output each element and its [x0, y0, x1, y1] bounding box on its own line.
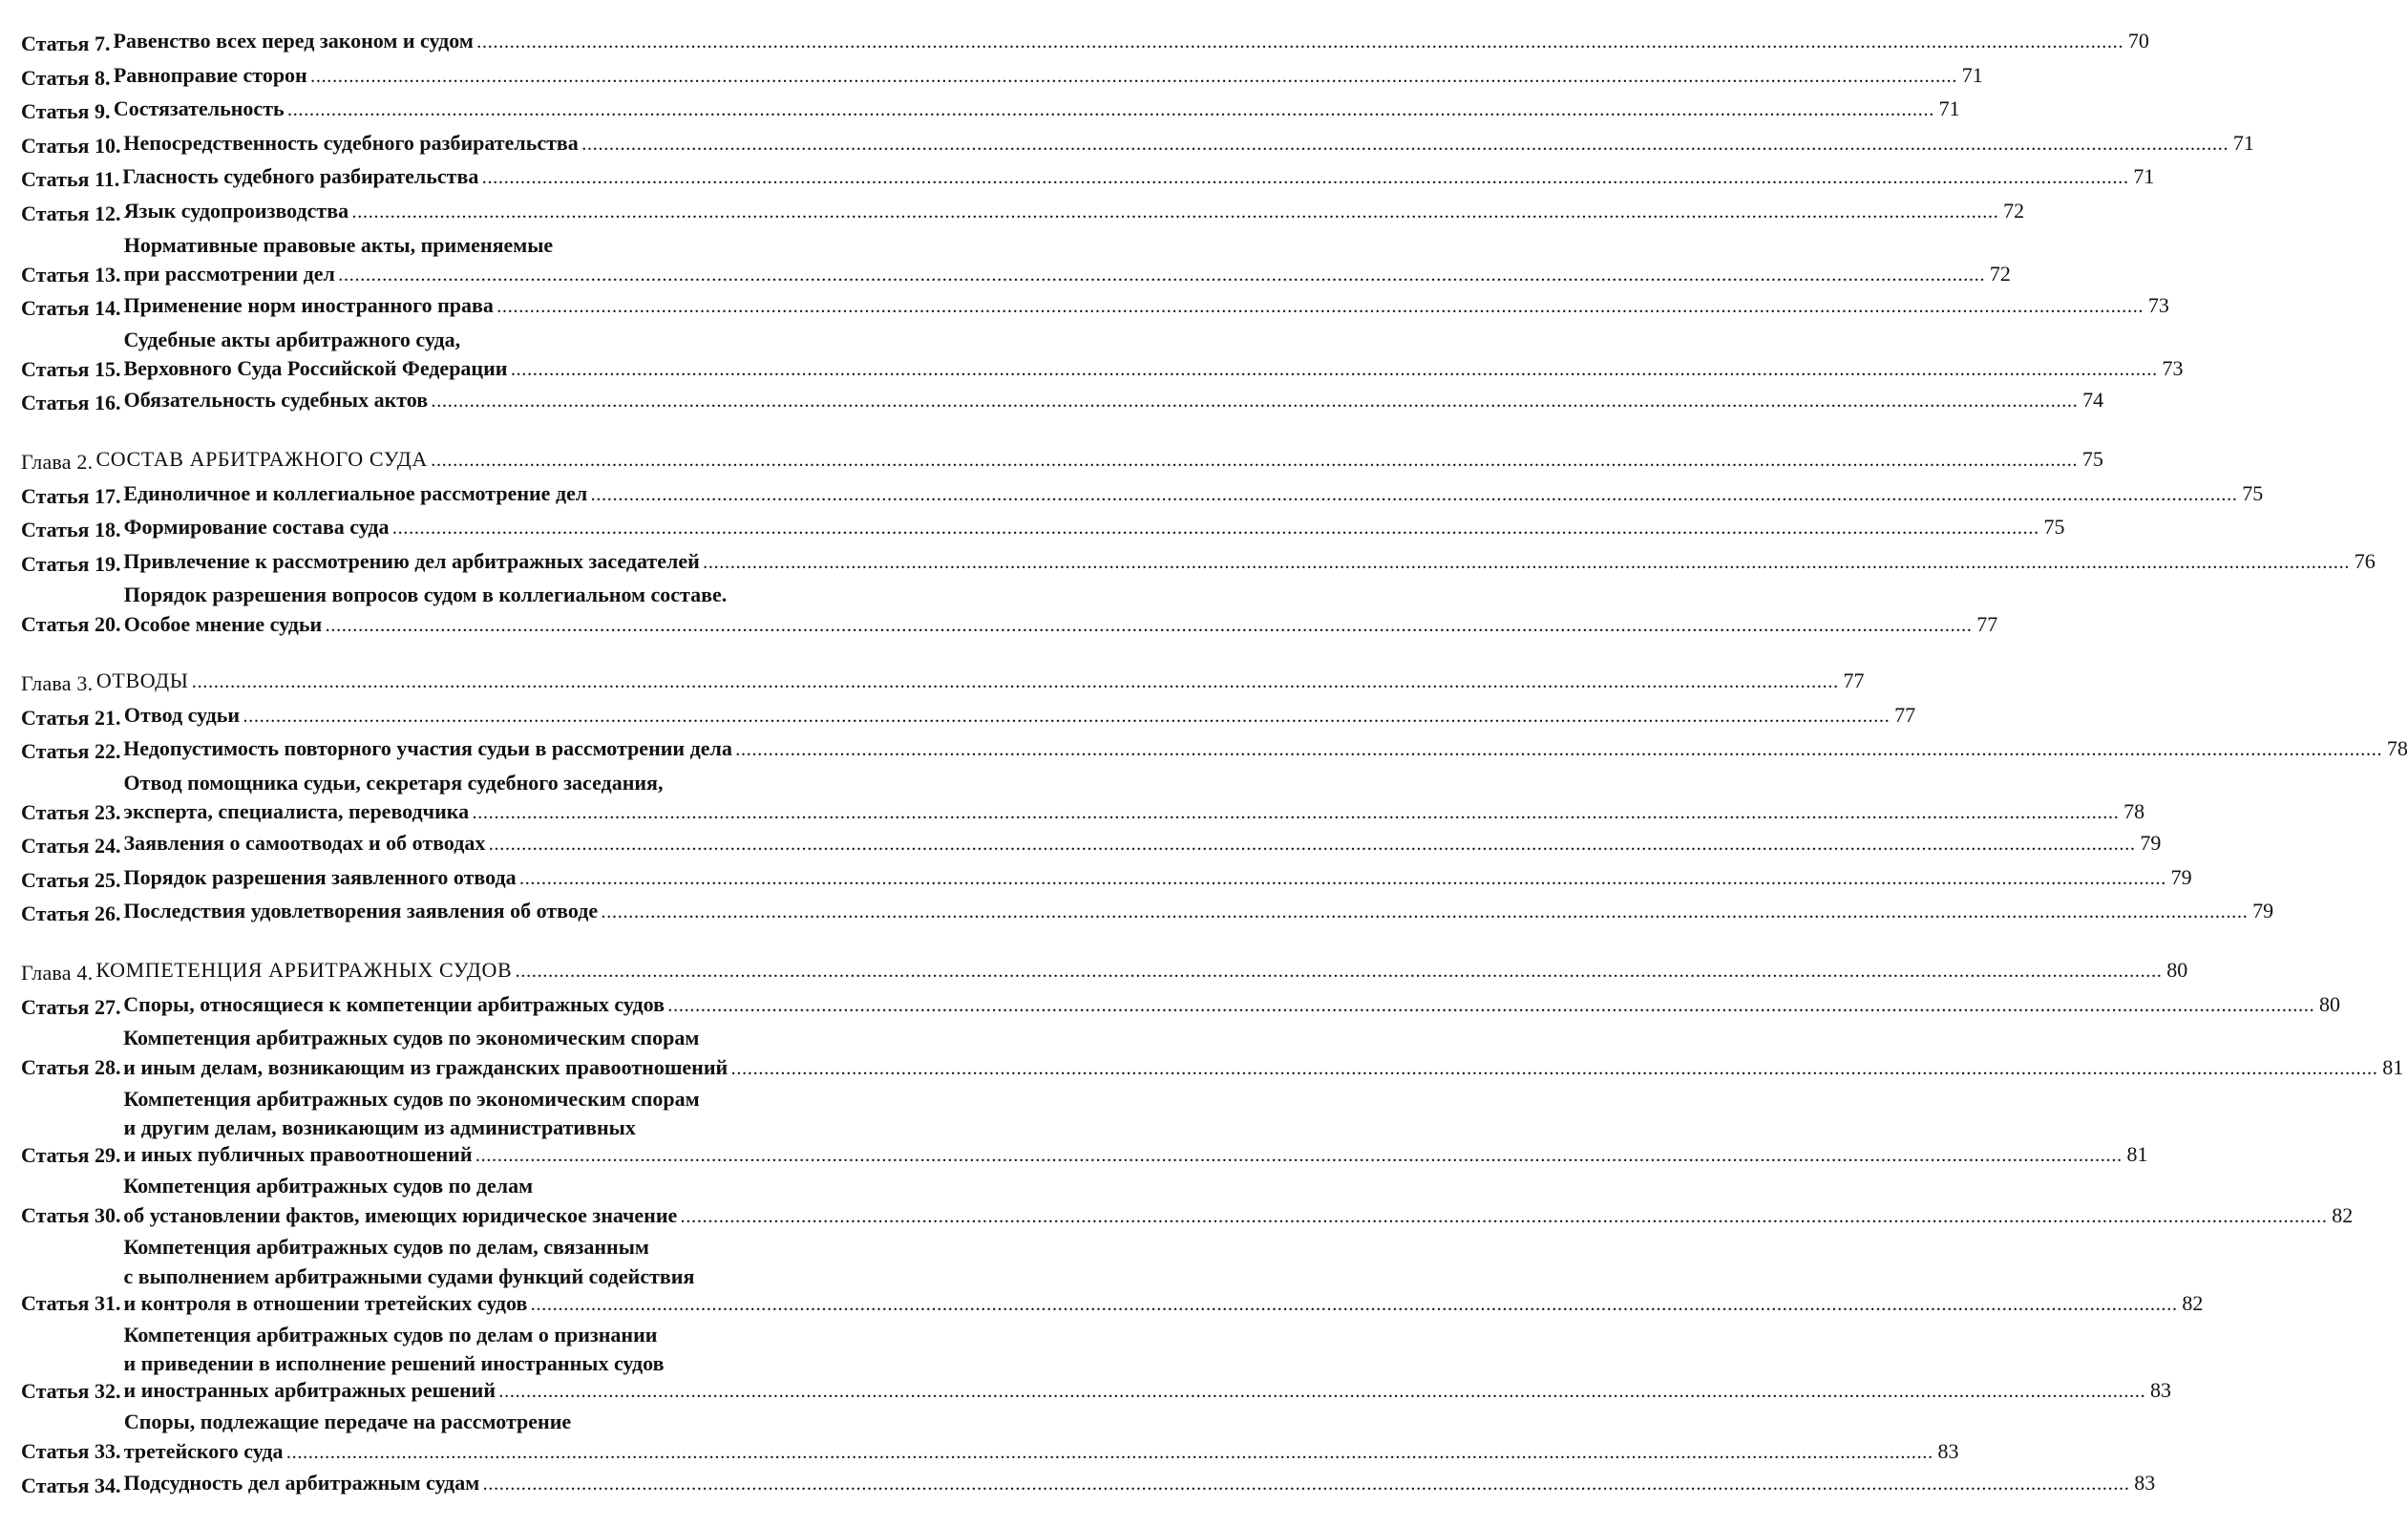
- dot-leader: ............................................................................................................................................................................................................................................................................................................: [352, 205, 2000, 222]
- article-number: Статья 19.: [21, 551, 121, 576]
- dot-leader: ............................................................................................................................................................................................................................................................................................................: [287, 104, 1935, 120]
- entry-title-block: [123, 1232, 2204, 1320]
- article-number: Статья 11.: [21, 167, 120, 192]
- article-title: и иным делам, возникающим из гражданских правоотношений: [123, 1054, 729, 1079]
- dot-leader: ............................................................................................................................................................................................................................................................................................................: [735, 744, 2383, 760]
- page-number: 76: [2354, 548, 2376, 573]
- entry-title-line: [123, 261, 2011, 290]
- article-title: Споры, подлежащие передаче на рассмотрение: [123, 1410, 572, 1434]
- article-title: Заявления о самоотводах и об отводах: [123, 831, 486, 856]
- toc-article-entry: [21, 512, 2065, 546]
- article-title: и приведении в исполнение решений иностранных судов: [123, 1351, 665, 1376]
- entry-title-line: [123, 1377, 2172, 1407]
- page-number: 72: [2003, 198, 2025, 223]
- dot-leader: ............................................................................................................................................................................................................................................................................................................: [511, 364, 2159, 380]
- article-title: Язык судопроизводства: [123, 198, 349, 223]
- entry-title-block: [113, 94, 1960, 128]
- toc-article-entry: [21, 196, 2025, 230]
- chapter-number: Глава 4.: [21, 961, 94, 986]
- article-title: Равноправие сторон: [113, 62, 307, 87]
- article-number: Статья 13.: [21, 262, 121, 286]
- article-title: и другим делам, возникающим из административных: [123, 1115, 636, 1140]
- entry-title-block: [95, 666, 1865, 700]
- article-number: Статья 24.: [21, 834, 121, 859]
- article-number: Статья 34.: [21, 1473, 121, 1497]
- article-number: Статья 7.: [21, 32, 111, 55]
- page-number: 79: [2140, 831, 2162, 856]
- article-number: Статья 20.: [21, 612, 121, 637]
- dot-leader: ............................................................................................................................................................................................................................................................................................................: [243, 710, 1891, 726]
- entry-title-line: [123, 828, 2162, 862]
- page-number: 73: [2162, 356, 2184, 381]
- article-number: Статья 28.: [21, 1055, 121, 1080]
- article-title: и контроля в отношении третейских судов: [123, 1290, 528, 1315]
- page-number: 77: [1894, 702, 1916, 727]
- toc-article-entry: [21, 1084, 2148, 1172]
- toc-article-entry: [21, 768, 2145, 829]
- entry-title-block: [123, 862, 2192, 897]
- entry-title-line: [123, 989, 2340, 1024]
- toc-article-entry: [21, 896, 2274, 930]
- dot-leader: ............................................................................................................................................................................................................................................................................................................: [703, 556, 2351, 572]
- dot-leader: ............................................................................................................................................................................................................................................................................................................: [591, 488, 2239, 504]
- entry-title-block: [95, 444, 2103, 478]
- dot-leader: ............................................................................................................................................................................................................................................................................................................: [489, 838, 2137, 855]
- article-number: Статья 15.: [21, 356, 121, 381]
- page-number: 77: [1976, 611, 1998, 636]
- entry-title-block: [123, 896, 2274, 930]
- entry-title-block: [123, 733, 2408, 768]
- page-number: 78: [2386, 736, 2408, 761]
- dot-leader: ............................................................................................................................................................................................................................................................................................................: [326, 619, 1974, 635]
- article-title: Порядок разрешения заявленного отвода: [123, 864, 517, 889]
- entry-title-block: [123, 768, 2145, 829]
- entry-title-line: [124, 1407, 899, 1438]
- chapter-title: ОТВОДЫ: [95, 668, 189, 692]
- dot-leader: ............................................................................................................................................................................................................................................................................................................: [516, 965, 2164, 982]
- entry-title-block: [123, 580, 1998, 641]
- article-number: Статья 26.: [21, 901, 121, 926]
- entry-title-line: [122, 161, 2155, 196]
- entry-title-line: [123, 862, 2192, 897]
- dot-leader: ............................................................................................................................................................................................................................................................................................................: [496, 301, 2144, 317]
- entry-title-line: [123, 700, 1916, 734]
- article-number: Статья 31.: [21, 1291, 121, 1316]
- dot-leader: ............................................................................................................................................................................................................................................................................................................: [482, 172, 2130, 188]
- toc-article-entry: [21, 989, 2340, 1024]
- toc-article-entry: [21, 94, 1960, 128]
- dot-leader: ............................................................................................................................................................................................................................................................................................................: [392, 522, 2040, 539]
- article-number: Статья 14.: [21, 296, 121, 321]
- entry-title-line: [123, 611, 1998, 641]
- entry-title-line: [123, 385, 2104, 419]
- dot-leader: ............................................................................................................................................................................................................................................................................................................: [310, 70, 1958, 86]
- article-number: Статья 30.: [21, 1203, 121, 1228]
- toc-article-entry: [21, 290, 2169, 325]
- entry-title-line: [123, 290, 2169, 325]
- entry-title-line: [123, 128, 2254, 162]
- article-title: Особое мнение судьи: [123, 611, 323, 636]
- article-title: Равенство всех перед законом и судом: [113, 29, 474, 53]
- article-title: Споры, относящиеся к компетенции арбитражных судов: [123, 991, 665, 1016]
- dot-leader: ............................................................................................................................................................................................................................................................................................................: [476, 36, 2124, 52]
- entry-title-line: [123, 325, 899, 356]
- chapter-title: СОСТАВ АРБИТРАЖНОГО СУДА: [95, 446, 428, 471]
- page-number: 81: [2126, 1142, 2148, 1167]
- article-title: об установлении фактов, имеющих юридическое значение: [123, 1203, 678, 1228]
- dot-leader: ............................................................................................................................................................................................................................................................................................................: [667, 999, 2315, 1015]
- dot-leader: ............................................................................................................................................................................................................................................................................................................: [473, 807, 2121, 823]
- chapter-number: Глава 3.: [21, 670, 94, 695]
- toc-article-entry: [21, 385, 2104, 419]
- article-number: Статья 16.: [21, 391, 121, 415]
- entry-title-line: [124, 580, 899, 611]
- entry-title-line: [123, 1438, 1959, 1468]
- dot-leader: ............................................................................................................................................................................................................................................................................................................: [602, 906, 2250, 923]
- page-number: 80: [2166, 958, 2188, 983]
- entry-title-block: [122, 161, 2155, 196]
- entry-title-line: [123, 196, 2025, 230]
- dot-leader: ............................................................................................................................................................................................................................................................................................................: [338, 269, 1986, 286]
- article-title: и иных публичных правоотношений: [123, 1142, 473, 1167]
- article-title: Отвод помощника судьи, секретаря судебного заседания,: [123, 770, 664, 795]
- entry-title-line: [95, 444, 2103, 478]
- page-number: 83: [2150, 1378, 2172, 1403]
- entry-title-block: [123, 385, 2104, 419]
- toc-article-entry: [21, 546, 2376, 581]
- entry-title-line: [123, 1320, 899, 1351]
- page-number: 72: [1989, 262, 2011, 286]
- table-of-contents: [0, 26, 2408, 1501]
- entry-title-block: [95, 955, 2188, 989]
- dot-leader: ............................................................................................................................................................................................................................................................................................................: [519, 872, 2167, 888]
- entry-title-line: [113, 26, 2149, 60]
- article-title: Недопустимость повторного участия судьи в рассмотрении дела: [123, 736, 732, 761]
- entry-title-line: [95, 955, 2188, 989]
- article-number: Статья 10.: [21, 133, 121, 158]
- entry-title-line: [123, 1023, 899, 1054]
- dot-leader: ............................................................................................................................................................................................................................................................................................................: [431, 454, 2079, 470]
- entry-title-line: [124, 768, 899, 799]
- page-number: 75: [2081, 446, 2103, 471]
- toc-article-entry: [21, 1468, 2156, 1502]
- page-number: 71: [2232, 130, 2254, 155]
- chapter-number: Глава 2.: [21, 449, 94, 474]
- dot-leader: ............................................................................................................................................................................................................................................................................................................: [432, 395, 2080, 412]
- entry-title-line: [123, 512, 2065, 546]
- entry-title-line: [123, 1054, 2404, 1084]
- article-title: с выполнением арбитражными судами функций содействия: [123, 1263, 695, 1288]
- entry-title-line: [123, 1141, 2148, 1171]
- entry-title-block: [123, 290, 2169, 325]
- toc-article-entry: [21, 128, 2254, 162]
- article-title: Компетенция арбитражных судов по экономическим спорам: [123, 1026, 700, 1050]
- entry-title-block: [113, 60, 1983, 95]
- entry-title-line: [123, 1350, 899, 1377]
- page-number: 83: [1937, 1438, 1959, 1463]
- toc-article-entry: [21, 862, 2192, 897]
- entry-title-line: [123, 546, 2376, 581]
- entry-title-line: [123, 896, 2274, 930]
- page-number: 82: [2332, 1203, 2354, 1228]
- toc-article-entry: [21, 1023, 2404, 1084]
- toc-article-entry: [21, 1320, 2172, 1408]
- toc-chapter-entry: [21, 955, 2188, 989]
- page-number: 78: [2123, 799, 2145, 824]
- dot-leader: ............................................................................................................................................................................................................................................................................................................: [499, 1386, 2147, 1402]
- chapter-title: КОМПЕТЕНЦИЯ АРБИТРАЖНЫХ СУДОВ: [95, 958, 513, 983]
- article-number: Статья 17.: [21, 483, 121, 508]
- article-title: Нормативные правовые акты, применяемые: [123, 232, 554, 257]
- entry-title-block: [123, 546, 2376, 581]
- entry-title-block: [123, 196, 2025, 230]
- toc-article-entry: [21, 580, 1998, 641]
- entry-title-block: [123, 1023, 2404, 1084]
- article-title: Последствия удовлетворения заявления об отводе: [123, 899, 599, 923]
- article-number: Статья 29.: [21, 1142, 121, 1167]
- article-title: Применение норм иностранного права: [123, 293, 494, 318]
- article-title: и иностранных арбитражных решений: [123, 1378, 496, 1403]
- entry-title-block: [123, 478, 2264, 513]
- toc-chapter-entry: [21, 666, 1865, 700]
- page-number: 71: [1938, 96, 1960, 121]
- dot-leader: ............................................................................................................................................................................................................................................................................................................: [475, 1150, 2123, 1166]
- article-title: Формирование состава суда: [123, 515, 390, 540]
- toc-article-entry: [21, 1232, 2204, 1320]
- entry-title-line: [95, 666, 1865, 700]
- article-number: Статья 9.: [21, 99, 111, 124]
- article-title: Состязательность: [113, 96, 285, 121]
- article-title: при рассмотрении дел: [123, 262, 335, 286]
- entry-title-line: [124, 1114, 899, 1141]
- article-title: Компетенция арбитражных судов по делам, связанным: [123, 1235, 649, 1260]
- toc-article-entry: [21, 733, 2408, 768]
- page-number: 74: [2082, 388, 2104, 413]
- toc-article-entry: [21, 700, 1916, 734]
- page-number: 70: [2127, 29, 2149, 53]
- entry-title-block: [123, 700, 1916, 734]
- article-number: Статья 23.: [21, 799, 121, 824]
- entry-title-line: [123, 1263, 899, 1290]
- toc-article-entry: [21, 60, 1983, 95]
- page-number: 79: [2170, 864, 2192, 889]
- dot-leader: ............................................................................................................................................................................................................................................................................................................: [192, 675, 1840, 691]
- entry-title-line: [123, 1232, 899, 1263]
- article-title: Отвод судьи: [123, 702, 241, 727]
- article-title: Гласность судебного разбирательства: [122, 164, 479, 189]
- article-title: третейского суда: [123, 1438, 284, 1463]
- article-title: Подсудность дел арбитражным судам: [123, 1470, 480, 1495]
- page-number: 77: [1843, 668, 1865, 692]
- dot-leader: ............................................................................................................................................................................................................................................................................................................: [286, 1446, 1934, 1462]
- entry-title-line: [123, 478, 2264, 513]
- entry-title-block: [123, 1084, 2148, 1172]
- page-number: 82: [2182, 1290, 2204, 1315]
- article-number: Статья 8.: [21, 65, 111, 90]
- entry-title-line: [123, 1290, 2204, 1320]
- entry-title-block: [123, 1407, 1959, 1468]
- entry-title-line: [113, 60, 1983, 95]
- entry-title-line: [123, 733, 2408, 768]
- entry-title-line: [124, 230, 899, 262]
- article-title: Обязательность судебных актов: [123, 388, 429, 413]
- article-number: Статья 21.: [21, 705, 121, 730]
- article-title: Компетенция арбитражных судов по экономическим спорам: [123, 1086, 700, 1111]
- article-title: Порядок разрешения вопросов судом в коллегиальном составе.: [123, 583, 728, 607]
- entry-title-line: [123, 1468, 2156, 1502]
- entry-title-block: [113, 26, 2149, 60]
- article-number: Статья 25.: [21, 867, 121, 892]
- page-number: 75: [2043, 515, 2065, 540]
- page-number: 83: [2134, 1470, 2156, 1495]
- entry-title-line: [113, 94, 1960, 128]
- entry-title-line: [123, 798, 2145, 828]
- dot-leader: ............................................................................................................................................................................................................................................................................................................: [531, 1298, 2179, 1314]
- entry-title-line: [124, 1084, 899, 1115]
- entry-title-block: [123, 1468, 2156, 1502]
- toc-article-entry: [21, 478, 2264, 513]
- page-number: 79: [2252, 899, 2274, 923]
- article-title: Компетенция арбитражных судов по делам о признании: [123, 1322, 658, 1347]
- entry-title-block: [123, 1171, 2354, 1232]
- article-title: эксперта, специалиста, переводчика: [123, 799, 470, 824]
- dot-leader: ............................................................................................................................................................................................................................................................................................................: [731, 1062, 2379, 1078]
- entry-title-block: [123, 512, 2065, 546]
- page-number: 80: [2318, 991, 2340, 1016]
- entry-title-block: [123, 128, 2254, 162]
- article-number: Статья 12.: [21, 201, 121, 225]
- article-number: Статья 22.: [21, 739, 121, 764]
- dot-leader: ............................................................................................................................................................................................................................................................................................................: [483, 1477, 2131, 1494]
- article-number: Статья 32.: [21, 1378, 121, 1403]
- toc-article-entry: [21, 230, 2011, 291]
- article-title: Верховного Суда Российской Федерации: [123, 356, 508, 381]
- page-number: 71: [1961, 62, 1983, 87]
- toc-chapter-entry: [21, 444, 2103, 478]
- entry-title-block: [123, 828, 2162, 862]
- entry-title-line: [123, 1171, 899, 1202]
- toc-article-entry: [21, 26, 2149, 60]
- article-title: Компетенция арбитражных судов по делам: [123, 1174, 534, 1198]
- article-title: Непосредственность судебного разбирательства: [123, 130, 579, 155]
- toc-article-entry: [21, 828, 2162, 862]
- page-number: 73: [2147, 293, 2169, 318]
- entry-title-block: [123, 1320, 2172, 1408]
- article-number: Статья 18.: [21, 518, 121, 542]
- article-title: Судебные акты арбитражного суда,: [123, 327, 461, 351]
- entry-title-block: [123, 989, 2340, 1024]
- page-number: 75: [2242, 480, 2264, 505]
- entry-title-block: [123, 325, 2184, 386]
- article-number: Статья 33.: [21, 1439, 121, 1464]
- toc-article-entry: [21, 161, 2155, 196]
- article-number: Статья 27.: [21, 994, 121, 1019]
- toc-article-entry: [21, 1407, 1959, 1468]
- dot-leader: ............................................................................................................................................................................................................................................................................................................: [681, 1211, 2329, 1227]
- toc-article-entry: [21, 325, 2184, 386]
- entry-title-block: [123, 230, 2011, 291]
- dot-leader: ............................................................................................................................................................................................................................................................................................................: [581, 138, 2229, 154]
- page-number: 71: [2133, 164, 2155, 189]
- toc-article-entry: [21, 1171, 2354, 1232]
- entry-title-line: [123, 1202, 2354, 1232]
- article-title: Привлечение к рассмотрению дел арбитражных заседателей: [123, 548, 700, 573]
- page-number: 81: [2382, 1054, 2404, 1079]
- article-title: Единоличное и коллегиальное рассмотрение дел: [123, 480, 588, 505]
- entry-title-line: [123, 355, 2184, 385]
